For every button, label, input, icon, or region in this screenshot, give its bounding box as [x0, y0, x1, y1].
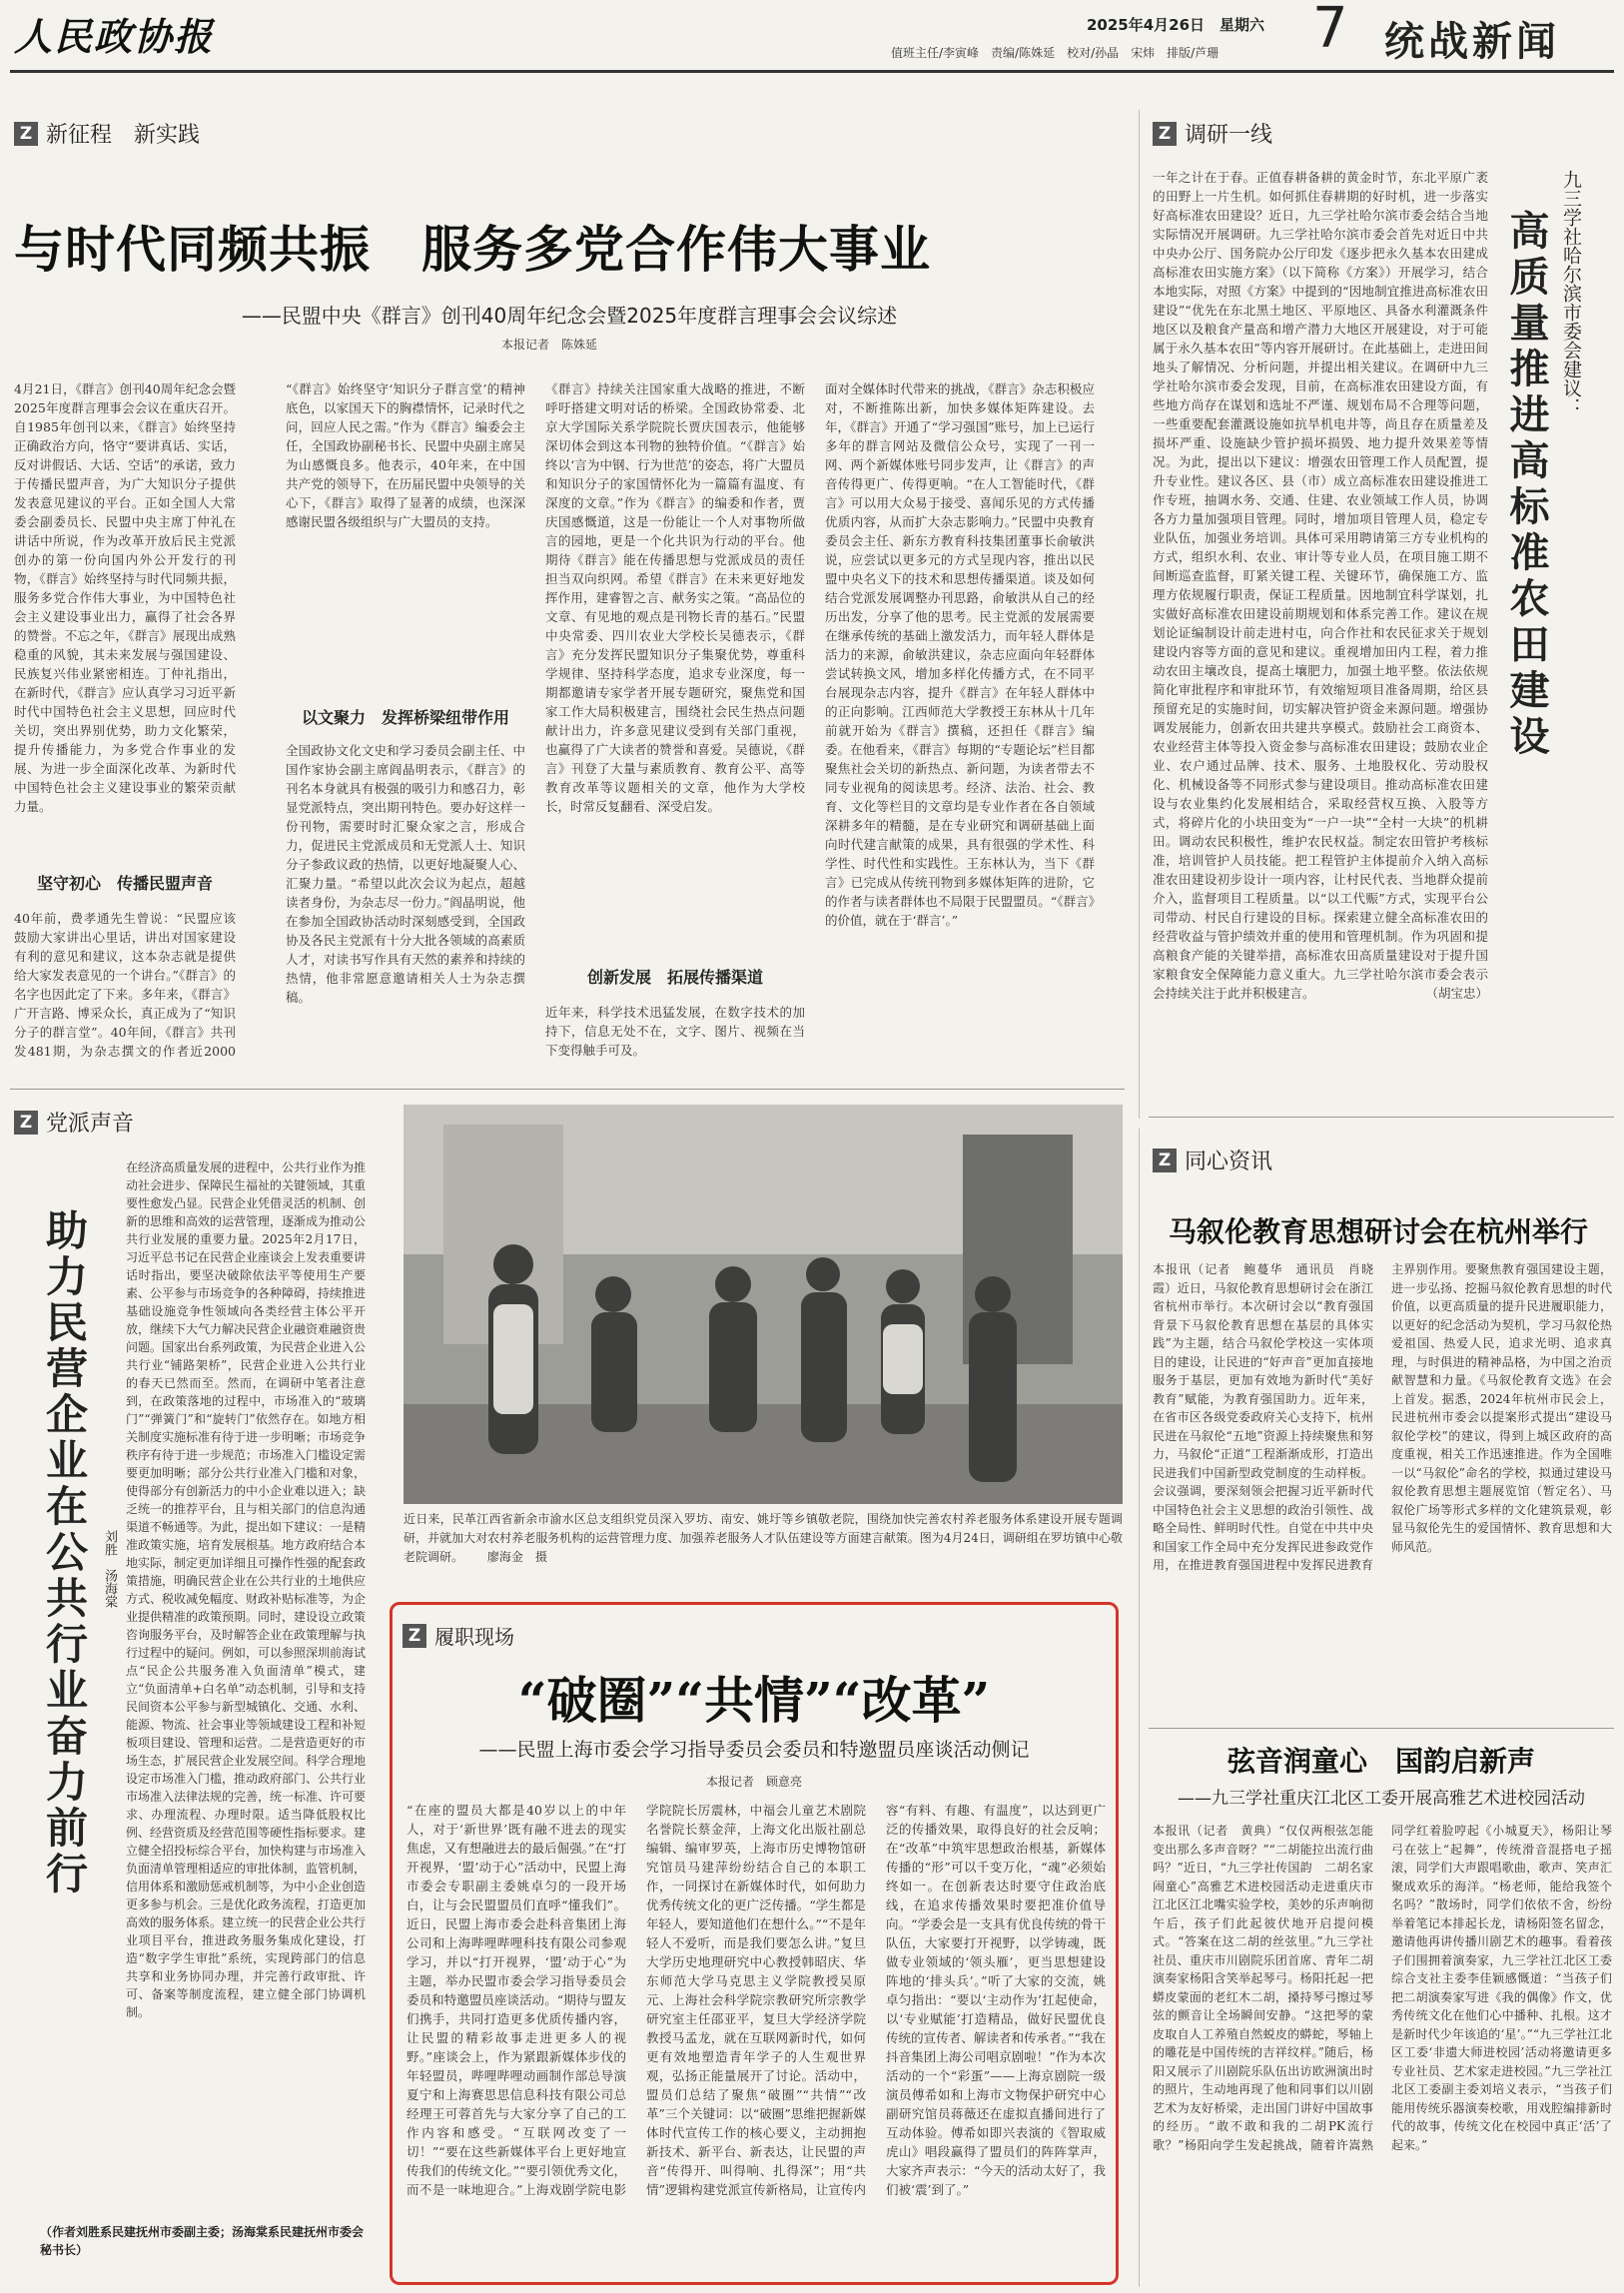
vertical-headline: 高质量推进高标准农田建设	[1503, 210, 1549, 761]
voice-body	[126, 1158, 366, 2087]
highlight-byline: 本报记者 顾意亮	[705, 1775, 802, 1789]
section-tag-research	[1153, 118, 1272, 149]
news-divider	[1149, 1728, 1614, 1729]
z-marker-icon: Z	[403, 1624, 426, 1648]
page-number: 7	[1312, 0, 1348, 61]
section-tag-label: 调研一线	[1185, 123, 1273, 148]
highlight-text: “在座的盟员大都是40岁以上的中年人，对于‘新世界’既有融不进去的现实焦虑，又有想融进去的最后倔强。”在“打开视界，‘盟’动于心”活动中，民盟上海市委会专职副主委姚卓匀的一段开场白，让与会民盟盟员们直呼“懂我们”。近日，民盟上海市委会赴科音集团上海公司和上海哔哩哔哩科技有限公司参观学习，并以“打开视界，‘盟’动于心”为主题，举办民盟市委会学习指导委员会委员和特邀盟员座谈活动。“期待与盟友们携手，共同打造更多优质传播内容，让民盟的精彩故事走进更多人的视野。”座谈会上，作为紧跟新媒体步伐的年轻盟员，哔哩哔哩动画制作部总导演夏宁和上海赛思思信息科技有限公司总经理王可蓉首先与大家分享了自己的工作内容和感受。“互联网改变了一切！”“要在这些新媒体平台上更好地宣传我们的传统文化。”“要引领优秀文化，而不是一味地迎合。”上海戏剧学院电影学院院长厉震林，中福会儿童艺术剧院名誉院长蔡金萍，上海文化出版社副总编辑、编审罗英，上海市历史博物馆研究馆员马建萍纷纷结合自己的本职工作，一同探讨在新媒体时代，如何助力优秀传统文化的更广泛传播。“学生都是年轻人，要知道他们在想什么。”“不是年轻人不爱听，而是我们要怎么讲。”复旦大学历史地理研究中心教授韩昭庆、华东师范大学马克思主义学院教授吴原元、上海社会科学院宗教研究所宗教学研究室主任邵亚平，复旦大学经济学院教授马孟龙，就在互联网新时代，如何更有效地塑造青年学子的人生观世界观，弘扬正能量展开了讨论。活动中，盟员们总结了聚焦“破圈”“共情”“改革”三个关键词：以“破圈”思维把握新媒体时代宣传工作的核心要义，主动拥抱新技术、新平台、新表达，让民盟的声音“传得开、叫得响、扎得深”；用“共情”逻辑构建党派宣传新格局，让宣传内容“有料、有趣、有温度”，以达到更广泛的传播效果，取得良好的社会反响；在“改革”中筑牢思想政治根基，新媒体传播的“形”可以千变万化，“魂”必须始终如一。在创新表达时要守住政治底线，在追求传播效果时要把准价值导向。“学委会是一支具有优良传统的骨干队伍，大家要打开视野，以学铸魂，既做专业领域的‘领头雁’，更当思想建设阵地的‘排头兵’。”听了大家的交流，姚卓匀指出：“要以‘主动作为’扛起使命，以‘专业赋能’打造精品，做好民盟优良传统的宣传者、解读者和传承者。”“我在抖音集团上海公司唱京剧啦！”作为本次活动的一个“彩蛋”——上海京剧院一级演员傅希如和上海市文物保护研究中心副研究馆员蒋薇还在虚拟直播间进行了互动体验。傅希如即兴表演的《智取威虎山》唱段赢得了盟员们的阵阵掌声，大家齐声表示：“今天的活动太好了，我们被‘震’到了。”	[406, 1803, 1106, 2197]
news-subheadline-2: ——九三学社重庆江北区工委开展高雅艺术进校园活动	[1178, 1789, 1585, 1809]
section-tag-label: 新征程 新实践	[46, 123, 201, 148]
article-column-1b	[14, 909, 236, 1063]
news-body-1	[1153, 1260, 1612, 1722]
z-marker-icon: Z	[14, 1111, 38, 1135]
masthead-rule	[10, 70, 1614, 73]
subheadline: ——民盟中央《群言》创刊40周年纪念会暨2025年度群言理事会会议综述	[241, 304, 898, 328]
section-divider	[10, 1089, 1125, 1090]
subheading-1: 坚守初心 传播民盟声音	[36, 874, 213, 893]
column-text: 《群言》持续关注国家重大战略的推进，不断呼吁搭建文明对话的桥梁。全国政协常委、北京大学国际关系学院院长贾庆国表示，他能够深切体会到这本刊物的独特价值。“《群言》始终以‘言为中钢、行为世范’的姿态，将广大盟员和知识分子的家国情怀化为一篇篇有温度、有深度的文章。”作为《群言》的编委和作者，贾庆国感慨道，这是一份能让一个人对事物所做言的园地，更是一个化共识为行动的平台。他期待《群言》能在传播思想与党派成员的责任担当双向织网。希望《群言》在未来更好地发挥作用，建睿智之言、献务实之策。“高品位的文章、有见地的观点是刊物长青的基石。”民盟中央常委、四川农业大学校长吴德表示，《群言》充分发挥民盟知识分子集聚优势，尊重科学规律、坚持科学态度，追求专业深度，每一期都邀请专家学者开展专题研究，聚焦党和国家工作大局积极建言，围绕社会民生热点问题献计出力，许多意见建议受到有关部门重视，也赢得了广大读者的赞誉和喜爱。吴德说，《群言》刊登了大量与素质教育、教育公平、高等教育改革等议题相关的文章，他作为大学校长，时常反复翻看、深受启发。	[545, 382, 805, 814]
column-divider	[1139, 110, 1140, 1119]
article-column-3	[545, 380, 805, 951]
voice-author-note: （作者刘胜系民建抚州市委副主委；汤海棠系民建抚州市委会秘书长）	[40, 2225, 365, 2257]
news-headline-1: 马叙伦教育思想研讨会在杭州举行	[1168, 1215, 1588, 1248]
z-marker-icon: Z	[1153, 1148, 1177, 1172]
article-column-3b	[545, 1003, 805, 1063]
column-text: 近年来，科学技术迅猛发展，在数字技术的加持下，信息无处不在，文字、图片、视频在当下变得触手可及。	[545, 1005, 805, 1058]
section-tag-label: 同心资讯	[1185, 1149, 1273, 1174]
subheading-2: 以文聚力 发挥桥梁纽带作用	[301, 708, 509, 727]
news-text-2: 本报讯（记者 黄典）“仅仅两根弦怎能变出那么多声音呀？”“二胡能拉出流行曲吗？”近日，“九三学社传国韵 二胡名家闹童心”高雅艺术进校园活动走进重庆市江北区江北嘴实验学校，美妙的乐声响彻午后，孩子们此起彼伏地开启提问模式。“答案在这二胡的丝弦里。”九三学社社员、重庆市川剧院乐团首席、青年二胡演奏家杨阳含笑举起琴弓。杨阳托起一把蟒皮蒙面的老红木二胡，搡持琴弓擦过琴弦的颤音让全场瞬间安静。“这把琴的蒙皮取自人工养殖自然蜕皮的蟒蛇，琴轴上的雕花是中国传统的吉祥纹样。”随后，杨阳又展示了川剧院乐队伍出访欧洲演出时的照片，生动地再现了他和同事们以川剧艺术为友好桥梁，走出国门讲好中国故事的经历。“敢不敢和我的二胡PK流行歌？”杨阳向学生发起挑战，随着许嵩熟同学红着脸哼起《小城夏天》，杨阳让琴弓在弦上“起舞”，传统滑音混搭电子摇滚，同学们大声跟唱歌曲，歌声、笑声汇聚成欢乐的海洋。“杨老师，能给我签个名吗？”散场时，同学们依依不舍，纷纷举着笔记本排起长龙，请杨阳签名留念，邀请他再讲传播川剧艺术的趣事。看着孩子们围拥着演奏家，九三学社江北区工委综合支社主委李佳颖感慨道：“当孩子们把二胡演奏家写进《我的偶像》作文，优秀传统文化在他们心中播种、扎根。这才是新时代少年该追的‘星’。”“九三学社江北区工委‘非遗大师进校园’活动将邀请更多专业社员、艺术家走进校园。”九三学社江北区工委副主委刘培义表示，“当孩子们能用传统乐器演奏校歌，用戏腔编排新时代的故事，传统文化在校园中真正‘活’了起来。”	[1153, 1824, 1612, 2152]
staff-credits: 值班主任/李寅峰 责编/陈姝延 校对/孙晶 宋炜 排版/芦珊	[891, 46, 1219, 60]
z-marker-icon: Z	[14, 122, 38, 146]
photo-illustration	[404, 1105, 1123, 1504]
column-text: 面对全媒体时代带来的挑战，《群言》杂志积极应对，不断推陈出新，加快多媒体矩阵建设。去年，《群言》开通了“学习强国”账号，加上已运行多年的群言网站及微信公众号，实现了一刊一网、两个新媒体账号同步发声，让《群言》的声音传得更广、传得更响。“在人工智能时代，《群言》可以用大众易于接受、喜闻乐见的方式传播优质内容，从而扩大杂志影响力。”民盟中央教育委员会主任、新东方教育科技集团董事长俞敏洪说，应尝试以更多元的方式呈现内容，推出以民盟中央名义下的技术和思想传播渠道。谈及如何结合党派发展调整办刊思路，俞敏洪从自己的经历出发，分享了他的思考。民主党派的发展需要在继承传统的基础上激发活力，而年轻人群体是活力的来源，俞敏洪建议，杂志应面向年轻群体尝试转换文风，增加多样化传播方式，在不同平台展现杂志内容，提升《群言》在年轻人群体中的正向影响。江西师范大学教授王东林从十几年前就开始为《群言》撰稿，还担任《群言》编委。在他看来，《群言》每期的“专题论坛”栏目都聚焦社会关切的新热点、新问题，为读者带去不同专业视角的阅读思考。经济、法治、社会、教育、文化等栏目的文章均是专业作者在各自领域深耕多年的精髓，是在专业研究和调研基础上面向时代建言献策的成果，具有很强的学术性、科学性、时代性和实践性。王东林认为，当下《群言》已完成从传统刊物到多媒体矩阵的进阶，它的作者与读者群体也不局限于民盟盟员。“《群言》的价值，就在于‘群言’。”	[825, 382, 1095, 928]
article-column-2b	[286, 741, 525, 1063]
section-tag-new-journey	[14, 118, 200, 149]
column-text: 4月21日，《群言》创刊40周年纪念会暨2025年度群言理事会会议在重庆召开。自1985年创刊以来，《群言》始终坚持正确政治方向，恪守“要讲真话、实话，反对讲假话、大话、空话”的承诺，致力于传播民盟声音，为广大知识分子提供发表意见建议的平台。正如全国人大常委会副委员长、民盟中央主席丁仲礼在讲话中所说，作为改革开放后民主党派创办的第一份向国内外公开发行的刊物，《群言》始终坚持与时代同频共振，服务多党合作伟大事业，为中国特色社会主义建设事业出力，赢得了社会各界的赞誉。不忘之年，《群言》展现出成熟稳重的风貌，其未来发展与强国建设、民族复兴伟业紧密相连。丁仲礼指出，在新时代，《群言》应认真学习习近平新时代中国特色社会主义思想，回应时代关切，突出界别优势，助力文化繁荣，提升传播能力，为多党合作事业的发展、为进一步全面深化改革、为新时代中国特色社会主义建设事业的繁荣贡献力量。	[14, 382, 236, 814]
news-text-1: 本报讯（记者 鲍蔓华 通讯员 肖晓霞）近日，马叙伦教育思想研讨会在浙江省杭州市举行。本次研讨会以“教育强国背景下马叙伦教育思想在基层的具体实践”为主题，结合马叙伦学校这一实体项目的建设，让民进的“好声音”更加直接地服务于基层，更加有效地为新时代“美好教育”赋能，为教育强国助力。近年来，在省市区各级党委政府关心支持下，杭州民进在马叙伦“五地”资源上持续聚焦和努力，马叙伦“正道”工程渐渐成形，打造出民进我们中国新型政党制度的生动样板。会议强调，要深刻领会把握习近平新时代中国特色社会主义思想的政治引领性、战略全局性、鲜明时代性。自觉在中共中央和国家工作全局中充分发挥民进参政党作用，在推进教育强国进程中发挥民进教育主界别作用。要聚焦教育强国建设主题，进一步弘扬、挖掘马叙伦教育思想的时代价值，以更高质量的提升民进履职能力，以更好的纪念活动为契机，学习马叙伦热爱祖国、热爱人民，追求光明、追求真理，与时俱进的精神品格，为中国之治贡献智慧和力量。《马叙伦教育文选》在会上首发。据悉，2024年杭州市民会上，民进杭州市委会以提案形式提出“建设马叙伦学校”的建议，得到上城区政府的高度重视，相关工作迅速推进。作为全国唯一以“马叙伦”命名的学校，拟通过建设马叙伦教育思想主题展览馆（暂定名）、马叙伦广场等形式多样的文化建筑景观，彰显马叙伦先生的爱国情怀、教育思想和大师风范。	[1153, 1262, 1612, 1572]
research-text: 一年之计在于春。正值春耕备耕的黄金时节，东北平原广袤的田野上一片生机。如何抓住春耕期的好时机，进一步落实好高标准农田建设？近日，九三学社哈尔滨市委会结合当地实际情况开展调研。九三学社哈尔滨市委会首先对近日中共中央办公厅、国务院办公厅印发《逐步把永久基本农田建成高标准农田实施方案》（以下简称《方案》）开展学习，结合本地实际，对照《方案》中提到的“因地制宜推进高标准农田建设”“优先在东北黑土地区、平原地区、具备水利灌溉条件地区以及粮食产量高和增产潜力大地区开展建设，对于可能属于永久基本农田”等内容开展研讨。在此基础上，走进田间地头了解情况、分析问题，并提出相关建议。在调研中九三学社哈尔滨市委会发现，目前，在高标准农田建设方面，有些地方尚存在谋划和选址不严谨、规划布局不合理等问题，一些重要配套灌溉设施如抗旱机电井等，尚且存在质量差及损坏严重、设施缺少管护损坏损毁、地力提升效果差等情况。为此，提出以下建议：增强农田管理工作人员配置，提升专业性。建议各区、县（市）成立高标准农田建设推进工作专班，抽调水务、交通、住建、农业领域工作人员，协调各方力量加强项目管理。同时，增加项目管理人员，稳定专业队伍，加强业务培训。具体可采用聘请第三方专业机构的方式，组织水利、农业、审计等专业人员，在项目施工期不间断巡查监督，盯紧关键工程、关键环节，确保施工方、监理方依规履行职责，保证工程质量。因地制宜科学谋划，扎实做好高标准农田建设前期规划和体系完善工作。建议在规划论证编制设计前走进村屯，向合作社和农民征求关于规划建设内容等方面的意见和建议。重视增加田内工程，着力推动农田主壤改良，提高土壤肥力，加强土地平整。依法依规简化审批程序和审批环节，有效缩短项目准备周期，给区县预留充足的实施时间，切实解决管护资金来源问题。增强协调发展能力，创新农田共建共享模式。鼓励社会工商资本、农业经营主体等投入资金参与高标准农田建设；鼓励农业企业、农户通过品牌、技术、服务、土地股权化、劳动股权化、机械设备等不同形式参与建设项目。推动高标准农田建设与农业集约化发展相结合，采取经营权互换、入股等方式，将碎片化的小块田变为“一户一块”“全村一大块”的机耕田。调动农民积极性，维护农民权益。制定农田管护考核标准，培训管护人员技能。把工程管护主体提前介入纳入高标准农田建设初步设计一项内容，让村民代表、当地群众提前介入，监督项目工程质量。以“以工代赈”方式，实现平台公司带动、村民自行建设的目标。探索建立健全高标准农田的经营收益与管护绩效并重的使用和管理机制。作为巩固和提高粮食产能的关键举措，高标准农田高质量建设对于提升国家粮食安全保障能力意义重大。九三学社哈尔滨市委会表示会持续关注于此并积极建言。	[1153, 170, 1488, 1001]
news-headline-2: 弦音润童心 国韵启新声	[1226, 1745, 1535, 1778]
section-tag-label: 党派声音	[46, 1112, 135, 1137]
article-column-2	[286, 380, 525, 699]
vertical-kicker: 九三学社哈尔滨市委会建议：	[1560, 170, 1582, 416]
photo-credit: 廖海金 摄	[486, 1550, 547, 1564]
news-photo	[404, 1105, 1123, 1504]
section-tag-party-voice	[14, 1107, 134, 1138]
masthead	[0, 0, 1624, 70]
article-column-4	[825, 380, 1095, 1063]
byline: 本报记者 陈姝延	[500, 338, 597, 352]
voice-text: 在经济高质量发展的进程中，公共行业作为推动社会进步、保障民生福祉的关键领域，其重要性愈发凸显。民营企业凭借灵活的机制、创新的思维和高效的运营管理，逐渐成为推动公共行业发展的重要力量。2025年2月17日，习近平总书记在民营企业座谈会上发表重要讲话时指出，要坚决破除依法平等使用生产要素、公平参与市场竞争的各种障碍，持续推进基础设施竞争性领域向各类经营主体公平开放，继续下大气力解决民营企业融资难融资贵问题。国家出台系列政策，为民营企业进入公共行业“铺路架桥”，民营企业进入公共行业的春天已然而至。然而，在调研中笔者注意到，在政策落地的过程中，市场准入的“玻璃门”“弹簧门”和“旋转门”依然存在。如地方相关制度实施标准有待于进一步明晰；市场竞争秩序有待于进一步规范；市场准入门槛设定需要更加明晰；部分公共行业准入门槛和对象，使得部分有创新活力的中小企业难以进入；缺乏统一的推荐平台，且与相关部门的信息沟通渠道不畅通等。为此，提出如下建议：一是精准政策实施，培育发展根基。地方政府结合本地实际，制定更加详细且可操作性强的配套政策措施，明确民营企业在公共行业的土地供应方式、税收减免幅度、财政补贴标准等，为企业提供精准的政策预期。同时，建设设立政策咨询服务平台，及时解答企业在政策理解与执行过程中的疑问。例如，可以参照深圳前海试点“民企公共服务准入负面清单”模式，建立“负面清单+白名单”动态机制，引导和支持民间资本公平参与新型城镇化、交通、水利、能源、物流、社会事业等领域建设工程和补短板项目建设、管理和运营。二是营造更好的市场生态，扩展民营企业发展空间。科学合理地设定市场准入门槛，推动政府部门、公共行业市场准入法律法规的完善，统一标准、许可要求、办理流程、办理时限。适当降低股权比例、经营资质及经营范围等硬性指标要求。建立健全招投标综合平台，加快构建与市场准入负面清单管理相适应的审批体制，监管机制，信用体系和激励惩戒机制等，为中小企业创造更多参与机会。三是优化政务流程，打造更加高效的服务体系。建立统一的民营企业公共行业项目平台，推进政务服务集成化建设，打造“数字学生审批”系统，实现跨部门的信息共享和业务协同办理，并完善行政审批、许可、备案等制度流程，建立健全部门协调机制。	[126, 1160, 366, 2019]
headline: 与时代同频共振 服务多党合作伟大事业	[14, 221, 931, 279]
section-name: 统战新闻	[1384, 19, 1560, 65]
column-text: 40年前，费孝通先生曾说：“民盟应该鼓励大家讲出心里话，讲出对国家建设有利的意见和建议，这本杂志就是提供给大家发表意见的一个讲台。”《群言》的名字也因此定了下来。多年来，《群言》广开言路、博采众长，真正成为了“知识分子的群言堂”。40年间，《群言》共刊发481期，为杂志撰文的作者近2000	[14, 911, 236, 1059]
column-divider-lower	[1139, 1129, 1140, 2287]
column-text: “《群言》始终坚守‘知识分子群言堂’的精神底色，以家国天下的胸襟情怀，记录时代之问，回应人民之需。”作为《群言》编委会主任，全国政协副秘书长、民盟中央副主席吴为山感慨良多。他表示，40年来，在中国共产党的领导下，在历届民盟中央领导的关心下，《群言》取得了显著的成绩，也深深感谢民盟各级组织与广大盟员的支持。	[286, 382, 525, 529]
vertical-headline-voice: 助力民营企业在公共行业奋力前行	[40, 1208, 89, 1898]
section-divider-right	[1149, 1117, 1614, 1118]
research-author: （胡宝忠）	[1425, 986, 1488, 1001]
highlighted-article[interactable]	[390, 1602, 1119, 2285]
newspaper-logo: 人民政协报	[14, 14, 215, 59]
research-body	[1153, 168, 1488, 1097]
article-column-1	[14, 380, 236, 859]
section-tag-news	[1153, 1145, 1272, 1175]
subheading-3: 创新发展 拓展传播渠道	[586, 968, 763, 987]
z-marker-icon: Z	[1153, 122, 1177, 146]
issue-date: 2025年4月26日 星期六	[1087, 16, 1265, 34]
photo-caption	[404, 1510, 1123, 1567]
news-body-2	[1153, 1822, 1612, 2283]
caption-text: 近日来，民革江西省新余市渝水区总支组织党员深入罗坊、南安、姚圩等乡镇敬老院，围绕加快完善农村养老服务体系建设开展专题调研，并就加大对农村养老服务机构的运营管理力度、加强养老服务人才队伍建设等方面建言献策。图为4月24日，调研组在罗坊镇中心敬老院调研。	[404, 1512, 1123, 1564]
highlight-headline: “破圈”“共情”“改革”	[517, 1671, 991, 1730]
highlight-body	[406, 1801, 1106, 2276]
column-text: 全国政协文化文史和学习委员会副主任、中国作家协会副主席阎晶明表示，《群言》的刊名本身就具有极强的吸引力和感召力，彰显党派特点，突出期刊特色。要办好这样一份刊物，需要时时汇聚众家之言，形成合力，促进民主党派成员和无党派人士、知识分子参政议政的热情，以更好地凝聚人心、汇聚力量。“希望以此次会议为起点，超越读者身份，为杂志尽一份力。”阎晶明说，他在参加全国政协活动时深刻感受到，全国政协及各民主党派有十分大批各领域的高素质人才，对读书写作具有天然的素养和持续的热情，他非常愿意邀请相关人士为杂志撰稿。	[286, 743, 525, 1005]
section-tag-duty-scene	[403, 1621, 514, 1650]
section-tag-label: 履职现场	[434, 1625, 514, 1649]
highlight-subheadline: ——民盟上海市委会学习指导委员会委员和特邀盟员座谈活动侧记	[478, 1739, 1030, 1761]
voice-author: 刘胜 汤海棠	[102, 1530, 117, 1608]
